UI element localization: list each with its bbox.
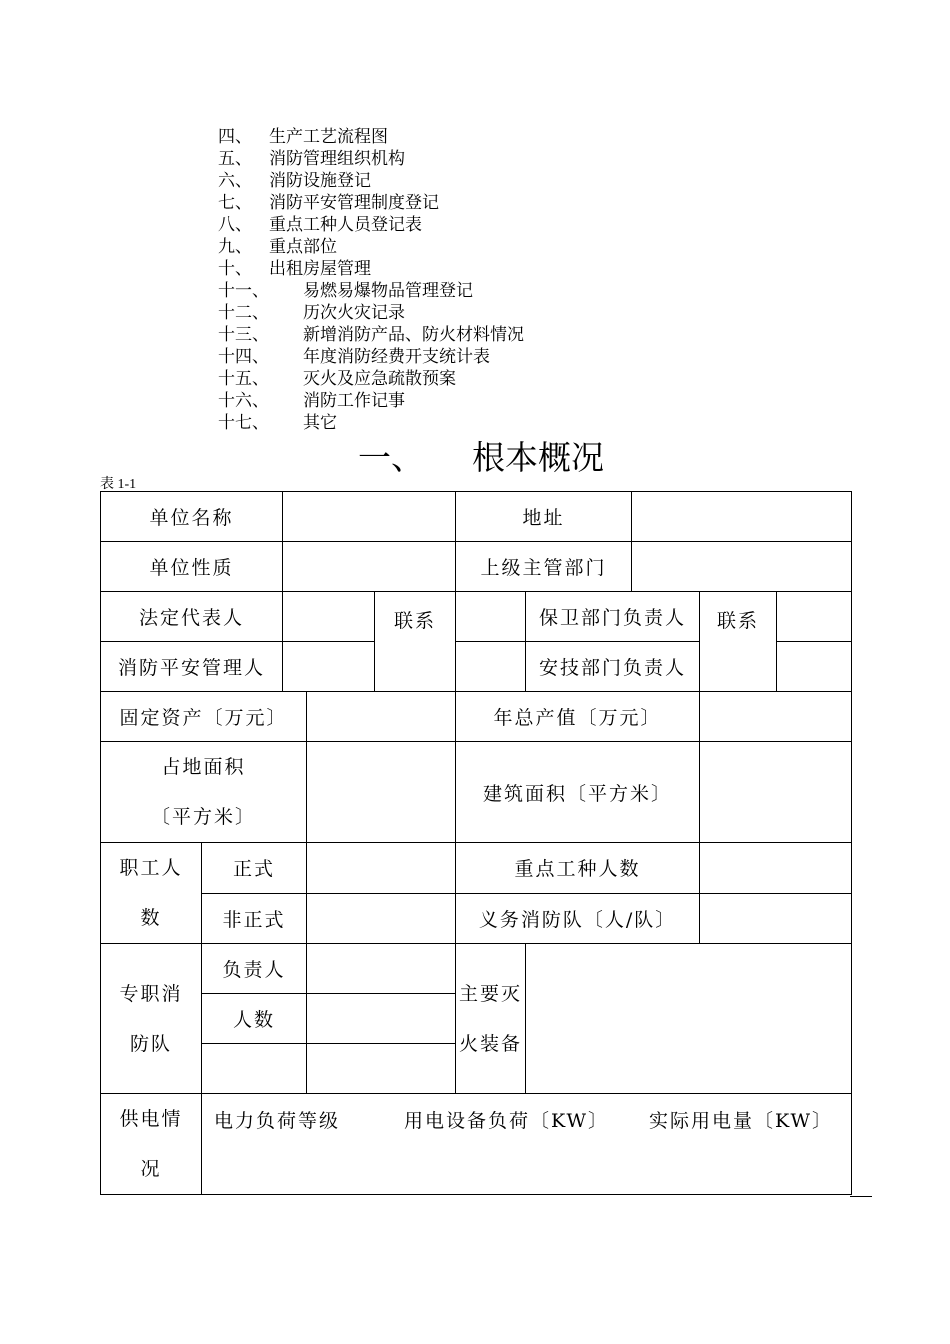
table-row [101,944,852,994]
building-area-value[interactable] [700,742,852,843]
basic-info-table [100,491,852,1195]
power-supply-details[interactable] [202,1094,852,1195]
table-edge-line [850,1196,872,1197]
fixed-assets-label: 固定资产〔万元〕 [101,692,307,742]
land-area-line-1: 占地面积 [161,756,246,778]
toc-item-text: 消防管理组织机构 [269,149,405,169]
toc-item-number: 六、 [218,171,252,191]
land-area-value[interactable] [307,742,456,843]
equipment-line-2: 火装备 [459,1032,523,1055]
toc-item [218,346,524,368]
toc-item [218,258,524,280]
toc-item [218,368,524,390]
section-title-text: 根本概况 [472,438,604,477]
formal-label: 正式 [202,843,307,894]
key-workers-label: 重点工种人数 [456,843,700,894]
pro-team-line-1: 专职消 [119,982,183,1005]
table-row [101,843,852,894]
leader-value[interactable] [307,944,456,994]
toc-item-text: 生产工艺流程图 [269,127,388,147]
toc-item [218,214,524,236]
table-label: 表 1-1 [100,477,137,492]
toc-item-number: 十三、 [218,325,269,345]
toc-item-text: 年度消防经费开支统计表 [303,347,490,367]
fire-manager-contact-value[interactable] [456,642,526,692]
toc-item [218,148,524,170]
device-load-label: 用电设备负荷〔KW〕 [404,1110,610,1132]
toc-item-number: 十二、 [218,303,269,323]
contact-label: 联系 [375,592,456,692]
table-row [101,692,852,742]
unit-nature-value[interactable] [283,542,456,592]
toc-item-text: 其它 [303,413,337,433]
toc-item [218,170,524,192]
toc-item [218,280,524,302]
volunteer-team-value[interactable] [700,893,852,944]
toc-item-number: 十七、 [218,413,269,433]
equipment-label [456,944,526,1094]
toc-item-text: 消防平安管理制度登记 [269,193,439,213]
toc-item-text: 重点工种人员登记表 [269,215,422,235]
toc-item [218,324,524,346]
tech-head-label: 安技部门负责人 [526,642,700,692]
table-row [101,492,852,542]
unit-name-label: 单位名称 [101,492,283,542]
informal-label: 非正式 [202,893,307,944]
toc-item [218,236,524,258]
headcount-label: 人数 [202,994,307,1044]
toc-item-text: 新增消防产品、防火材料情况 [303,325,524,345]
pro-team-extra-label[interactable] [202,1044,307,1094]
toc-item [218,302,524,324]
annual-output-label: 年总产值〔万元〕 [456,692,700,742]
toc-item [218,412,524,434]
table-of-contents [218,126,524,434]
building-area-label: 建筑面积〔平方米〕 [456,742,700,843]
toc-item-number: 八、 [218,215,252,235]
table-row [101,592,852,642]
actual-usage-label: 实际用电量〔KW〕 [649,1110,834,1132]
power-supply-label [101,1094,202,1195]
table-row [101,542,852,592]
toc-item-number: 四、 [218,127,252,147]
toc-item-number: 十、 [218,259,252,279]
toc-item [218,192,524,214]
unit-nature-label: 单位性质 [101,542,283,592]
contact-value-2[interactable] [777,592,852,642]
security-head-label: 保卫部门负责人 [526,592,700,642]
section-title [358,432,604,479]
key-workers-value[interactable] [700,843,852,894]
leader-label: 负责人 [202,944,307,994]
land-area-line-2: 〔平方米〕 [151,806,257,828]
toc-item-number: 十五、 [218,369,269,389]
volunteer-team-label: 义务消防队〔人/队〕 [456,893,700,944]
staff-count-line-2: 数 [140,907,162,929]
address-label: 地址 [456,492,632,542]
contact-label-2: 联系 [700,592,777,692]
toc-item-text: 易燃易爆物品管理登记 [303,281,473,301]
toc-item-number: 五、 [218,149,252,169]
legal-rep-label: 法定代表人 [101,592,283,642]
informal-value[interactable] [307,893,456,944]
table-row [101,893,852,944]
toc-item [218,126,524,148]
toc-item-text: 重点部位 [269,237,337,257]
contact-value[interactable] [456,592,526,642]
equipment-value[interactable] [526,944,852,1094]
toc-item-text: 消防工作记事 [303,391,405,411]
legal-rep-value[interactable] [283,592,375,642]
staff-count-line-1: 职工人 [119,857,183,879]
power-supply-line-2: 况 [140,1158,162,1180]
annual-output-value[interactable] [700,692,852,742]
toc-item-text: 历次火灾记录 [303,303,405,323]
address-value[interactable] [632,492,852,542]
fire-manager-label: 消防平安管理人 [101,642,283,692]
toc-item-number: 十四、 [218,347,269,367]
headcount-value[interactable] [307,994,456,1044]
toc-item-number: 十一、 [218,281,269,301]
superior-dept-label: 上级主管部门 [456,542,632,592]
toc-item-number: 九、 [218,237,252,257]
toc-item-number: 七、 [218,193,252,213]
toc-item-text: 出租房屋管理 [269,259,371,279]
toc-item [218,390,524,412]
toc-item-text: 消防设施登记 [269,171,371,191]
formal-value[interactable] [307,843,456,894]
power-level-label: 电力负荷等级 [214,1110,341,1132]
pro-team-line-2: 防队 [129,1032,172,1055]
power-supply-line-1: 供电情 [119,1108,183,1130]
pro-team-label [101,944,202,1094]
tech-head-contact-value[interactable] [777,642,852,692]
fire-manager-value[interactable] [283,642,375,692]
land-area-label [101,742,307,843]
unit-name-value[interactable] [283,492,456,542]
section-number: 一、 [358,438,424,477]
toc-item-number: 十六、 [218,391,269,411]
superior-dept-value[interactable] [632,542,852,592]
staff-count-label [101,843,202,944]
fixed-assets-value[interactable] [307,692,456,742]
equipment-line-1: 主要灭 [459,982,523,1005]
toc-item-text: 灭火及应急疏散预案 [303,369,456,389]
pro-team-extra-value[interactable] [307,1044,456,1094]
